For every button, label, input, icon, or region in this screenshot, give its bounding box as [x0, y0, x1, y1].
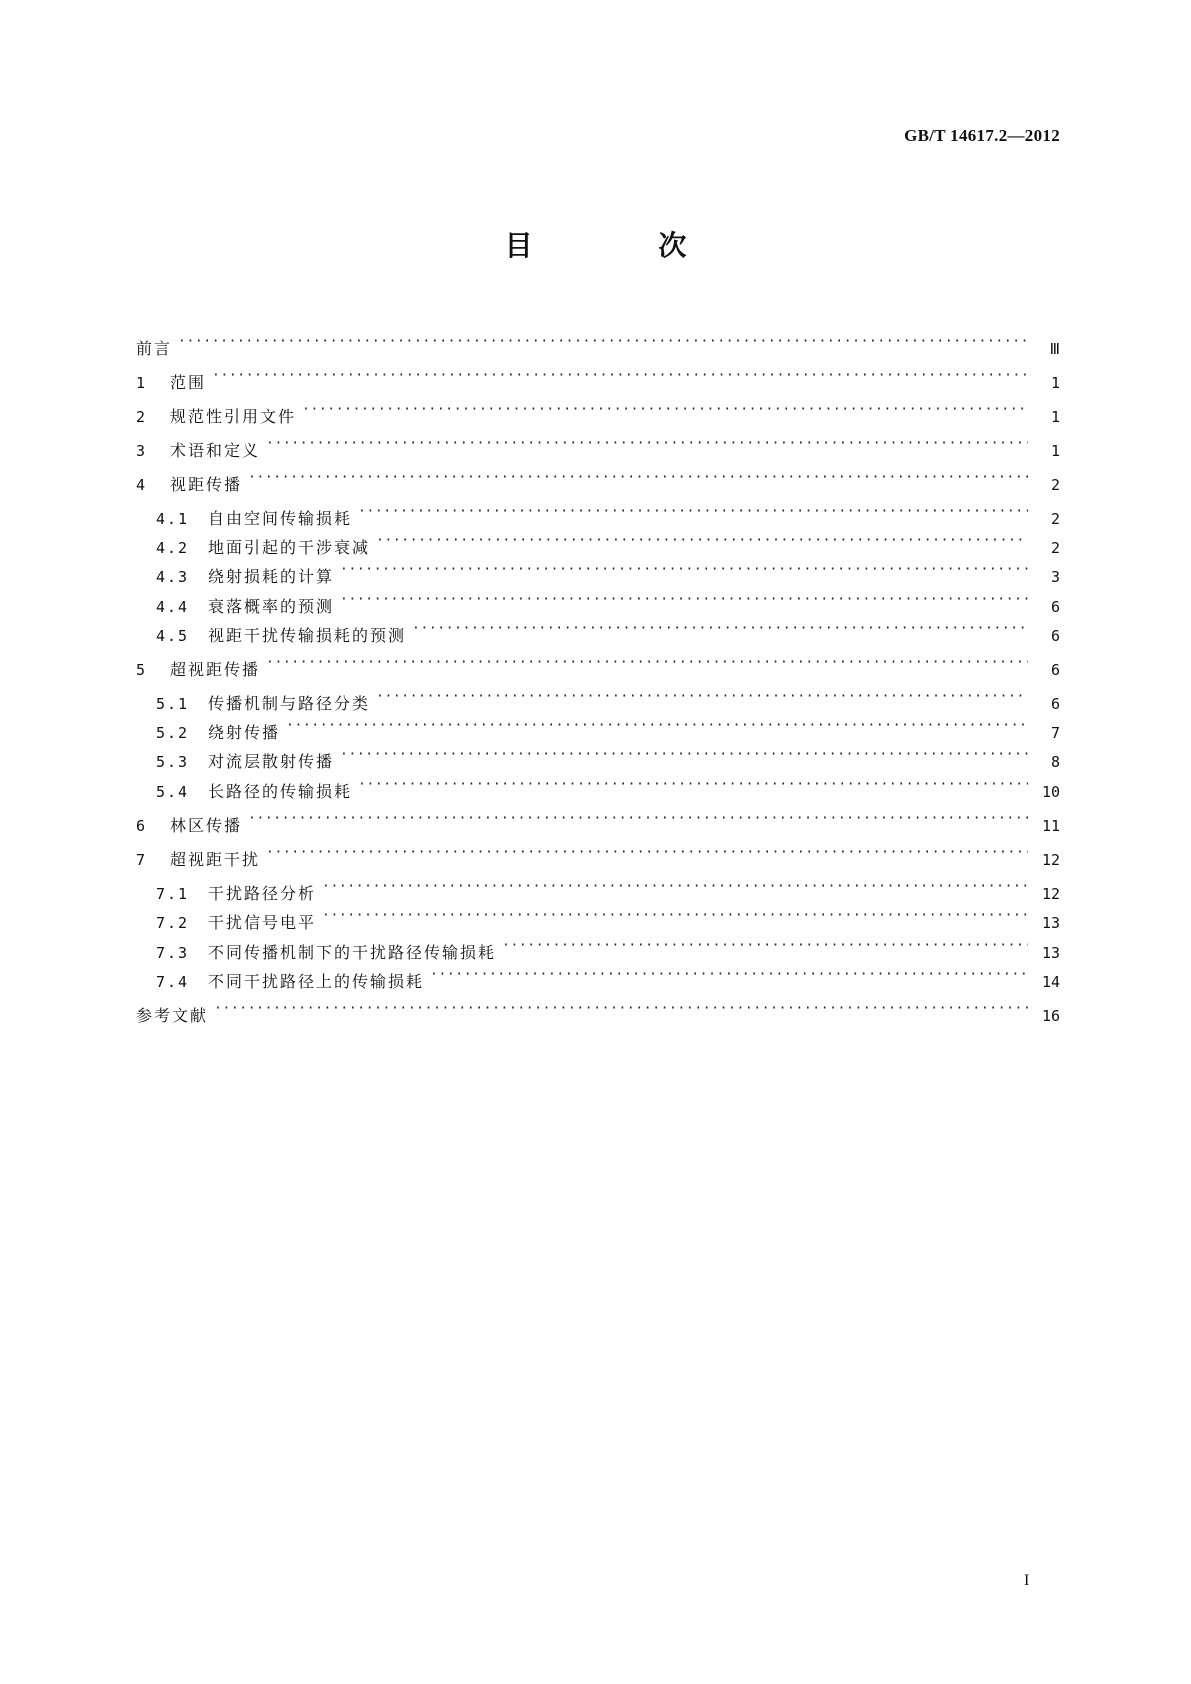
- toc-entry-number: 7.1: [156, 885, 190, 903]
- toc-entry-number: 4.4: [156, 598, 190, 616]
- toc-leader-dots: [340, 558, 1028, 582]
- toc-entry[interactable]: [136, 364, 1060, 392]
- toc-leader-dots: [322, 875, 1028, 899]
- toc-entry-label: 前言: [136, 339, 173, 358]
- toc-entry[interactable]: [156, 558, 1060, 586]
- toc-entry-page: 6: [1050, 661, 1060, 679]
- toc-leader-dots: [248, 466, 1028, 490]
- toc-entry[interactable]: [136, 841, 1060, 869]
- toc-entry-label: 干扰信号电平: [208, 913, 317, 932]
- toc-entry-label: 范围: [170, 373, 207, 392]
- toc-entry-label: 林区传播: [170, 816, 243, 835]
- toc-entry-label: 干扰路径分析: [208, 884, 317, 903]
- toc-entry-number: 5.3: [156, 753, 190, 771]
- toc-entry[interactable]: [156, 934, 1060, 962]
- toc-leader-dots: [302, 398, 1028, 422]
- toc-leader-dots: [266, 841, 1028, 865]
- toc-entry-label: 绕射传播: [208, 723, 281, 742]
- toc-entry-number: 7.4: [156, 973, 190, 991]
- toc-entry[interactable]: [136, 807, 1060, 835]
- toc-entry-number: 7.2: [156, 914, 190, 932]
- toc-entry-label: 地面引起的干涉衰减: [208, 538, 371, 557]
- toc-entry-page: Ⅲ: [1049, 340, 1060, 358]
- toc-leader-dots: [376, 529, 1028, 553]
- toc-entry-label: 超视距传播: [170, 660, 261, 679]
- toc-entry-number: 4: [136, 476, 146, 494]
- toc-entry-label: 长路径的传输损耗: [208, 782, 353, 801]
- toc-entry-page: 2: [1050, 476, 1060, 494]
- toc-entry-label: 视距干扰传输损耗的预测: [208, 626, 407, 645]
- toc-leader-dots: [322, 904, 1028, 928]
- toc-entry-label: 不同传播机制下的干扰路径传输损耗: [208, 943, 497, 962]
- toc-entry-page: 3: [1050, 568, 1060, 586]
- toc-entry-label: 规范性引用文件: [170, 407, 297, 426]
- toc-leader-dots: [340, 743, 1028, 767]
- toc-leader-dots: [178, 330, 1028, 354]
- toc-entry[interactable]: [156, 500, 1060, 528]
- toc-entry-label: 衰落概率的预测: [208, 597, 335, 616]
- page-number: I: [1024, 1572, 1030, 1589]
- toc-entry-number: 3: [136, 442, 146, 460]
- toc-entry[interactable]: [136, 398, 1060, 426]
- toc-entry[interactable]: [156, 773, 1060, 801]
- toc-entry-label: 自由空间传输损耗: [208, 509, 353, 528]
- toc-entry[interactable]: [156, 875, 1060, 903]
- toc-entry[interactable]: [136, 466, 1060, 494]
- toc-entry[interactable]: [156, 529, 1060, 557]
- toc-entry-page: 13: [1041, 914, 1060, 932]
- toc-entry-number: 4.3: [156, 568, 190, 586]
- toc-entry-number: 4.5: [156, 627, 190, 645]
- toc-entry[interactable]: [136, 651, 1060, 679]
- toc-entry[interactable]: [156, 904, 1060, 932]
- toc-entry-label: 超视距干扰: [170, 850, 261, 869]
- toc-entry-page: 1: [1050, 442, 1060, 460]
- toc-entry-page: 1: [1050, 408, 1060, 426]
- toc-entry[interactable]: [156, 685, 1060, 713]
- toc-entry-page: 1: [1050, 374, 1060, 392]
- toc-entry-page: 12: [1041, 885, 1060, 903]
- document-code: GB/T 14617.2—2012: [904, 126, 1060, 145]
- toc-entry[interactable]: [156, 963, 1060, 991]
- toc-entry-number: 6: [136, 817, 146, 835]
- toc-leader-dots: [430, 963, 1028, 987]
- toc-entry[interactable]: [136, 432, 1060, 460]
- toc-leader-dots: [214, 997, 1028, 1021]
- toc-leader-dots: [266, 651, 1028, 675]
- toc-entry-page: 8: [1050, 753, 1060, 771]
- toc-entry[interactable]: [136, 997, 1060, 1025]
- toc-entry-number: 5.4: [156, 783, 190, 801]
- toc-entry-page: 14: [1041, 973, 1060, 991]
- toc-entry-number: 5: [136, 661, 146, 679]
- toc-entry-page: 6: [1050, 598, 1060, 616]
- toc-entry-label: 对流层散射传播: [208, 752, 335, 771]
- toc-entry-label: 视距传播: [170, 475, 243, 494]
- toc-entry-page: 12: [1041, 851, 1060, 869]
- toc-title: 目 次: [504, 229, 745, 262]
- toc-leader-dots: [358, 500, 1028, 524]
- toc-entry-number: 2: [136, 408, 146, 426]
- toc-entry-number: 5.1: [156, 695, 190, 713]
- toc-entry-label: 传播机制与路径分类: [208, 694, 371, 713]
- toc-entry-page: 10: [1041, 783, 1060, 801]
- toc-entry-number: 1: [136, 374, 146, 392]
- toc-entry-page: 6: [1050, 695, 1060, 713]
- toc-leader-dots: [286, 714, 1028, 738]
- toc-entry-label: 绕射损耗的计算: [208, 567, 335, 586]
- toc-entry-page: 16: [1041, 1007, 1060, 1025]
- toc-leader-dots: [358, 773, 1028, 797]
- toc-entry-label: 参考文献: [136, 1006, 209, 1025]
- toc-entry-page: 6: [1050, 627, 1060, 645]
- toc-leader-dots: [248, 807, 1028, 831]
- toc-entry-page: 11: [1041, 817, 1060, 835]
- toc-entry-number: 5.2: [156, 724, 190, 742]
- toc-entry[interactable]: [136, 330, 1060, 358]
- toc-entry-page: 13: [1041, 944, 1060, 962]
- toc-entry-number: 4.2: [156, 539, 190, 557]
- toc-leader-dots: [266, 432, 1028, 456]
- toc-entry[interactable]: [156, 588, 1060, 616]
- toc-entry-number: 7.3: [156, 944, 190, 962]
- toc-leader-dots: [376, 685, 1028, 709]
- toc-leader-dots: [502, 934, 1028, 958]
- toc-entry-page: 7: [1050, 724, 1060, 742]
- toc-entry-page: 2: [1050, 539, 1060, 557]
- toc-entry[interactable]: [156, 714, 1060, 742]
- toc-leader-dots: [412, 617, 1028, 641]
- toc-entry-number: 7: [136, 851, 146, 869]
- toc-entry-number: 4.1: [156, 510, 190, 528]
- toc-leader-dots: [340, 588, 1028, 612]
- toc-entry-label: 不同干扰路径上的传输损耗: [208, 972, 425, 991]
- toc-leader-dots: [212, 364, 1028, 388]
- toc-entry-label: 术语和定义: [170, 441, 261, 460]
- toc-entry[interactable]: [156, 743, 1060, 771]
- toc-entry[interactable]: [156, 617, 1060, 645]
- toc-entry-page: 2: [1050, 510, 1060, 528]
